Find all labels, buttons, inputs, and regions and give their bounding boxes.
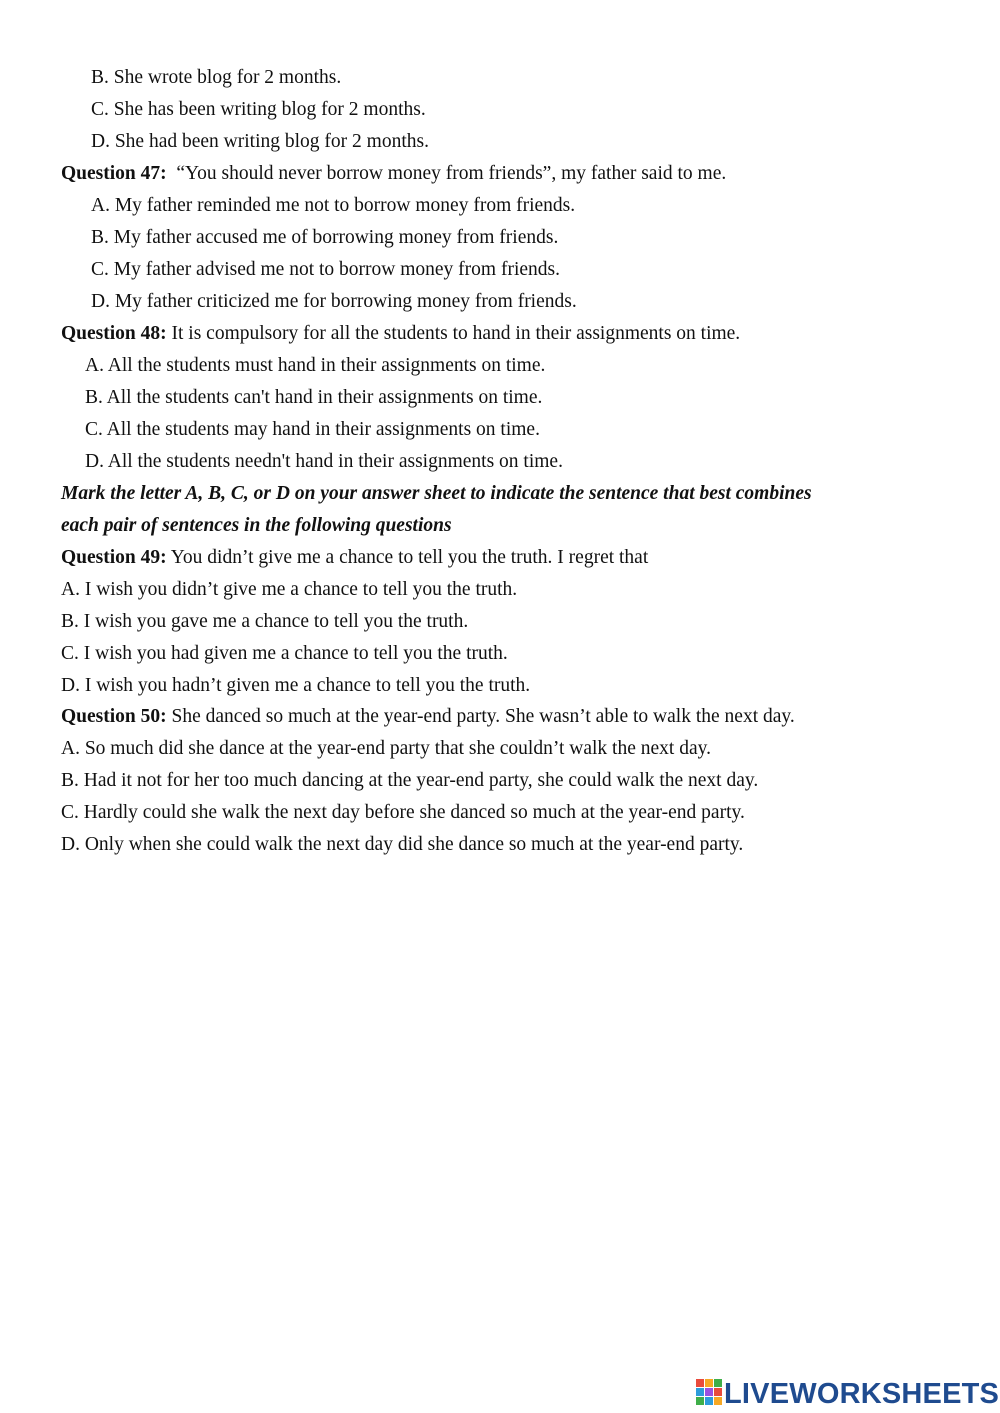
q49-stem: [61, 546, 648, 570]
liveworksheets-watermark[interactable]: [696, 1378, 999, 1410]
q46-option-d: D. She had been writing blog for 2 months.: [91, 131, 429, 152]
liveworksheets-logo-icon: [696, 1379, 722, 1410]
q48-option-a: A. All the students must hand in their assignments on time.: [85, 355, 546, 376]
q50-option-c: C. Hardly could she walk the next day before she danced so much at the year-end party.: [61, 802, 745, 823]
q48-stem: [61, 322, 740, 346]
q50-text: She danced so much at the year-end party. She wasn’t able to walk the next day.: [171, 706, 795, 727]
q49-label: Question 49:: [61, 547, 167, 568]
q49-option-a: A. I wish you didn’t give me a chance to tell you the truth.: [61, 579, 518, 600]
q50-option-d: D. Only when she could walk the next day did she dance so much at the year-end party.: [61, 834, 744, 855]
q50-option-b: B. Had it not for her too much dancing at the year-end party, she could walk the next day.: [61, 770, 759, 791]
section-instruction-line-2: each pair of sentences in the following questions: [61, 515, 452, 536]
q48-option-b: B. All the students can't hand in their assignments on time.: [85, 387, 543, 408]
q48-text: It is compulsory for all the students to hand in their assignments on time.: [171, 323, 741, 344]
q49-option-d: D. I wish you hadn’t given me a chance to tell you the truth.: [61, 675, 531, 696]
q49-text: You didn’t give me a chance to tell you the truth. I regret that: [170, 547, 649, 568]
q47-label: Question 47:: [61, 163, 167, 184]
q47-option-a: A. My father reminded me not to borrow money from friends.: [91, 195, 576, 216]
q49-option-b: B. I wish you gave me a chance to tell you the truth.: [61, 611, 469, 632]
q49-option-c: C. I wish you had given me a chance to tell you the truth.: [61, 643, 508, 664]
liveworksheets-brand-text: LIVEWORKSHEETS: [724, 1377, 1000, 1410]
section-instruction-line-1: Mark the letter A, B, C, or D on your answer sheet to indicate the sentence that best combines: [61, 483, 812, 504]
q48-option-c: C. All the students may hand in their assignments on time.: [85, 419, 540, 440]
q50-option-a: A. So much did she dance at the year-end party that she couldn’t walk the next day.: [61, 738, 711, 759]
q47-stem: [61, 162, 726, 186]
q47-option-d: D. My father criticized me for borrowing money from friends.: [91, 291, 577, 312]
q47-text: “You should never borrow money from friends”, my father said to me.: [176, 163, 727, 184]
q47-option-b: B. My father accused me of borrowing money from friends.: [91, 227, 559, 248]
q46-option-c: C. She has been writing blog for 2 months.: [91, 99, 426, 120]
q50-stem: [61, 705, 795, 729]
q50-label: Question 50:: [61, 706, 167, 727]
q46-option-b: B. She wrote blog for 2 months.: [91, 67, 342, 88]
q47-option-c: C. My father advised me not to borrow money from friends.: [91, 259, 560, 280]
q48-option-d: D. All the students needn't hand in their assignments on time.: [85, 451, 563, 472]
q48-label: Question 48:: [61, 323, 167, 344]
